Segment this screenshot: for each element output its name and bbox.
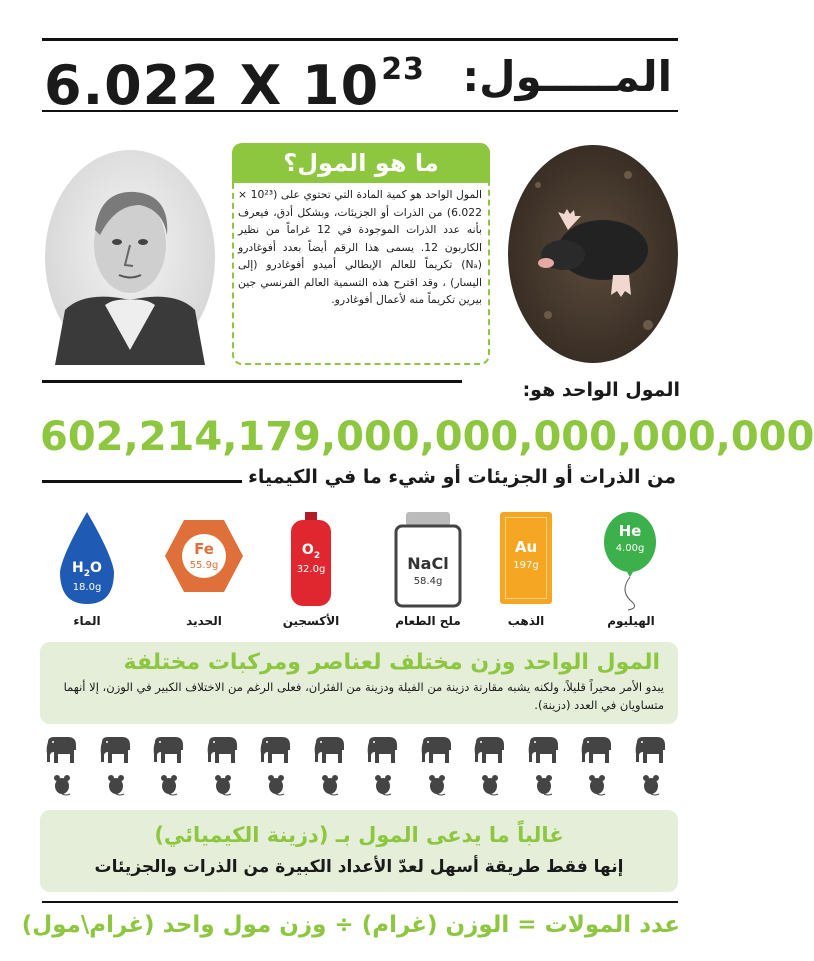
helium-balloon-icon <box>600 510 660 610</box>
section-rule <box>42 380 462 383</box>
salt-mass: 58.4g <box>413 576 443 587</box>
moles-formula: عدد المولات = الوزن (غرام) ÷ وزن مول واحد (غرام\مول) <box>21 912 680 938</box>
mouse-icon <box>264 772 288 796</box>
elephant-icon <box>151 736 185 764</box>
elephant-icon <box>44 736 78 764</box>
water-symbol: $H_2O$ <box>72 560 102 579</box>
iron-label: الحديد <box>186 614 222 628</box>
weight-panel-title: المول الواحد وزن مختلف لعناصر ومركبات مختلفة <box>123 650 660 675</box>
elephant-icon <box>472 736 506 764</box>
water-drop-icon <box>54 510 120 606</box>
mouse-icon <box>478 772 502 796</box>
water-mass: 18.0g <box>72 582 102 593</box>
avogadro-number: 602,214,179,000,000,000,000,000 <box>40 414 814 460</box>
avogadro-portrait <box>45 150 215 365</box>
elephant-icon <box>312 736 346 764</box>
salt-label: ملح الطعام <box>395 614 461 628</box>
mouse-icon <box>371 772 395 796</box>
elephant-row <box>44 736 680 766</box>
elephant-icon <box>419 736 453 764</box>
mouse-icon <box>318 772 342 796</box>
elephant-icon <box>579 736 613 764</box>
mouse-icon <box>211 772 235 796</box>
one-mole-heading: المول الواحد هو: <box>522 379 680 401</box>
dozen-panel-title: غالباً ما يدعى المول بـ (دزينة الكيميائي) <box>154 823 564 847</box>
mouse-icon <box>639 772 663 796</box>
avogadro-subline: من الذرات أو الجزيئات أو شيء ما في الكيمياء <box>248 466 676 488</box>
formula-top-rule <box>42 901 678 903</box>
salt-shaker-icon <box>392 510 464 608</box>
mouse-icon <box>157 772 181 796</box>
gold-mass: 197g <box>513 560 539 571</box>
elephant-icon <box>98 736 132 764</box>
oxygen-label: الأكسجين <box>282 614 340 628</box>
elephant-icon <box>365 736 399 764</box>
weight-panel-text: يبدو الأمر محيراً قليلاً، ولكنه يشبه مقارنة دزينة من الفيلة ودزينة من الفئران، فعلى الرغم من الاختلاف الكبير في الوزن، إلا أنهما متساويان في العدد (دزينة). <box>63 680 664 712</box>
mouse-row <box>50 772 686 798</box>
avogadro-constant: 6.022 X $10^{23}$ <box>44 52 425 117</box>
helium-label: الهيليوم <box>607 614 655 628</box>
helium-symbol: He <box>618 522 642 540</box>
definition-text: المول الواحد هو كمية المادة التي تحتوي على (10²³ × 6.022) من الذرات أو الجزيئات، وبشكل أدق، فيعرف بأنه عدد الذرات الموجودة في 12 غراماً من نظير الكاربون 12. يسمى هذا الرقم أيضاً بعدد أفوغادرو (Nₐ) تكريماً للعالم الإيطالي أميدو أفوغادرو (إلى اليسار) ، وقد اقترح هذه التسمية العالم الفرنسي جين بيرين تكريماً منه لأعمال أفوغادرو. <box>238 188 483 306</box>
mole-photo <box>508 145 678 363</box>
salt-symbol: NaCl <box>407 554 449 573</box>
elephant-icon <box>258 736 292 764</box>
mouse-icon <box>425 772 449 796</box>
gold-symbol: Au <box>514 538 538 556</box>
elephant-icon <box>526 736 560 764</box>
mouse-icon <box>532 772 556 796</box>
oxygen-mass: 32.0g <box>296 564 326 575</box>
gold-bar-icon <box>500 512 552 604</box>
elephant-icon <box>633 736 667 764</box>
mouse-icon <box>585 772 609 796</box>
helium-mass: 4.00g <box>615 543 645 554</box>
gold-label: الذهب <box>507 614 545 628</box>
oxygen-symbol: $O_2$ <box>301 542 321 561</box>
oxygen-cylinder-icon <box>287 512 335 606</box>
mouse-icon <box>50 772 74 796</box>
definition-heading: ما هو المول؟ <box>232 143 490 183</box>
iron-mass: 55.9g <box>189 560 219 571</box>
dozen-panel-text: إنها فقط طريقة أسهل لعدّ الأعداد الكبيرة من الذرات والجزيئات <box>94 857 624 877</box>
elephant-icon <box>205 736 239 764</box>
iron-nut-icon <box>164 518 244 594</box>
iron-symbol: Fe <box>194 540 214 558</box>
mouse-icon <box>104 772 128 796</box>
subline-rule <box>42 480 242 483</box>
page-title: المـــــول: <box>462 52 672 101</box>
water-label: الماء <box>73 614 101 628</box>
top-rule <box>42 38 678 41</box>
